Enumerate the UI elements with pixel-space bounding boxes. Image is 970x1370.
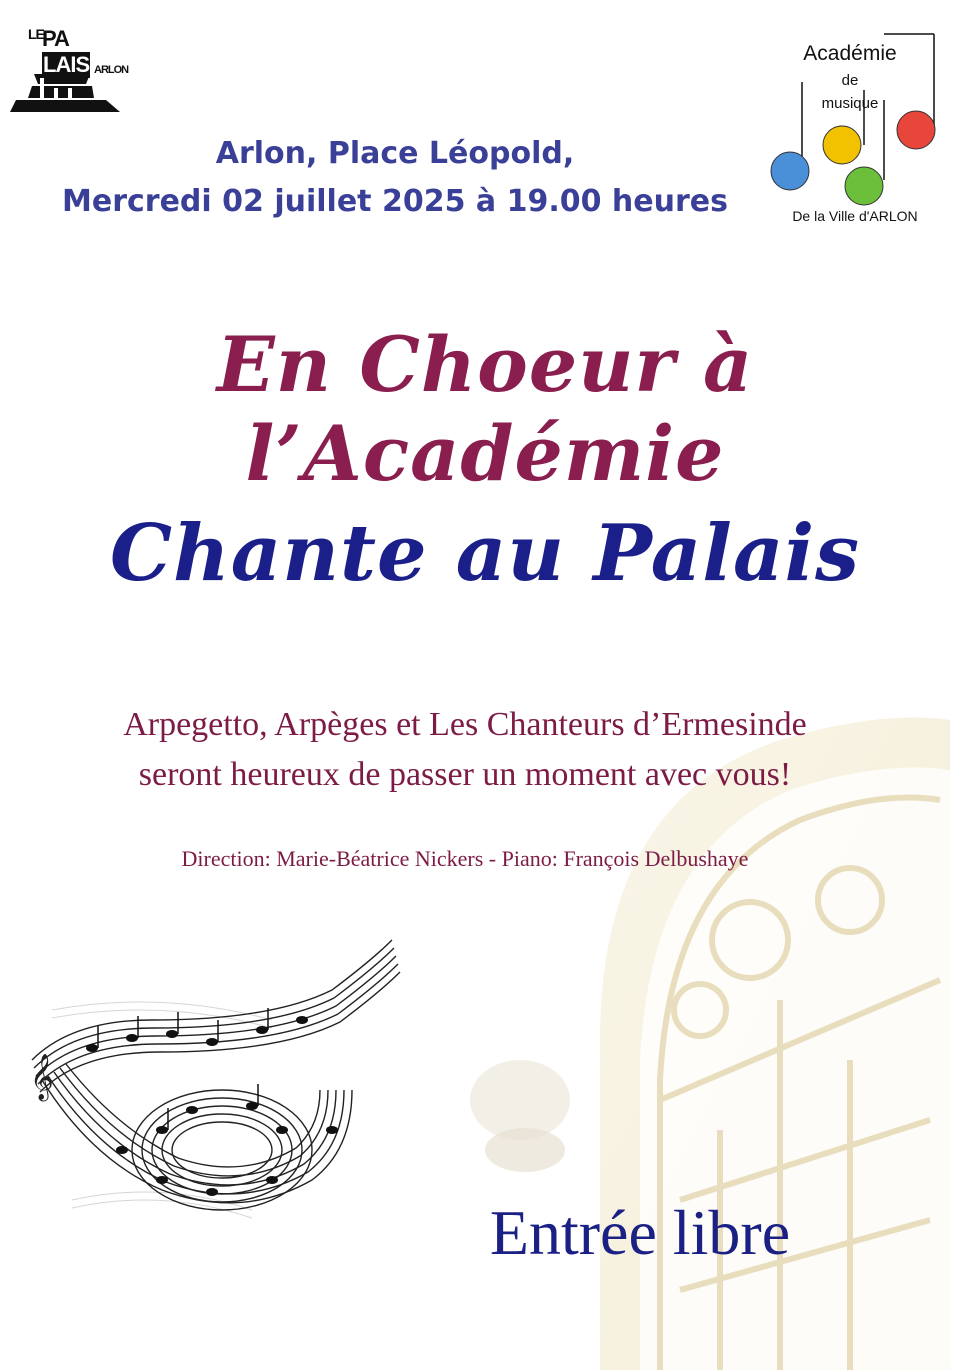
music-staff-illustration <box>12 930 412 1310</box>
credits: Direction: Marie-Béatrice Nickers - Piano: François Delbushaye <box>181 846 749 871</box>
palais-arlon-text: ARLON <box>94 64 129 76</box>
academie-title: Académie <box>803 42 897 65</box>
palais-le-text: LE <box>28 26 44 42</box>
academie-logo <box>764 30 944 230</box>
event-description <box>0 700 930 800</box>
event-header <box>40 134 750 224</box>
academie-musique: musique <box>821 95 879 112</box>
academie-de: de <box>841 72 859 89</box>
palais-pa-text: PA <box>42 26 69 51</box>
palais-lais-text: LAIS <box>43 52 90 77</box>
description-line-2: seront heureux de passer un moment avec vous! <box>138 756 792 793</box>
le-palais-logo <box>10 26 136 122</box>
event-location: Arlon, Place Léopold, <box>215 136 575 171</box>
entry-label: Entrée libre <box>489 1197 791 1268</box>
description-line-1: Arpegetto, Arpèges et Les Chanteurs d’Ermesinde <box>123 706 807 743</box>
event-date: Mercredi 02 juillet 2025 à 19.00 heures <box>62 184 728 219</box>
svg-text:𝄞: 𝄞 <box>30 1054 54 1100</box>
academie-ville: De la Ville d'ARLON <box>792 208 918 224</box>
poster-title: En Choeur à l’Académie <box>216 320 754 498</box>
poster-subtitle: Chante au Palais <box>109 508 861 599</box>
